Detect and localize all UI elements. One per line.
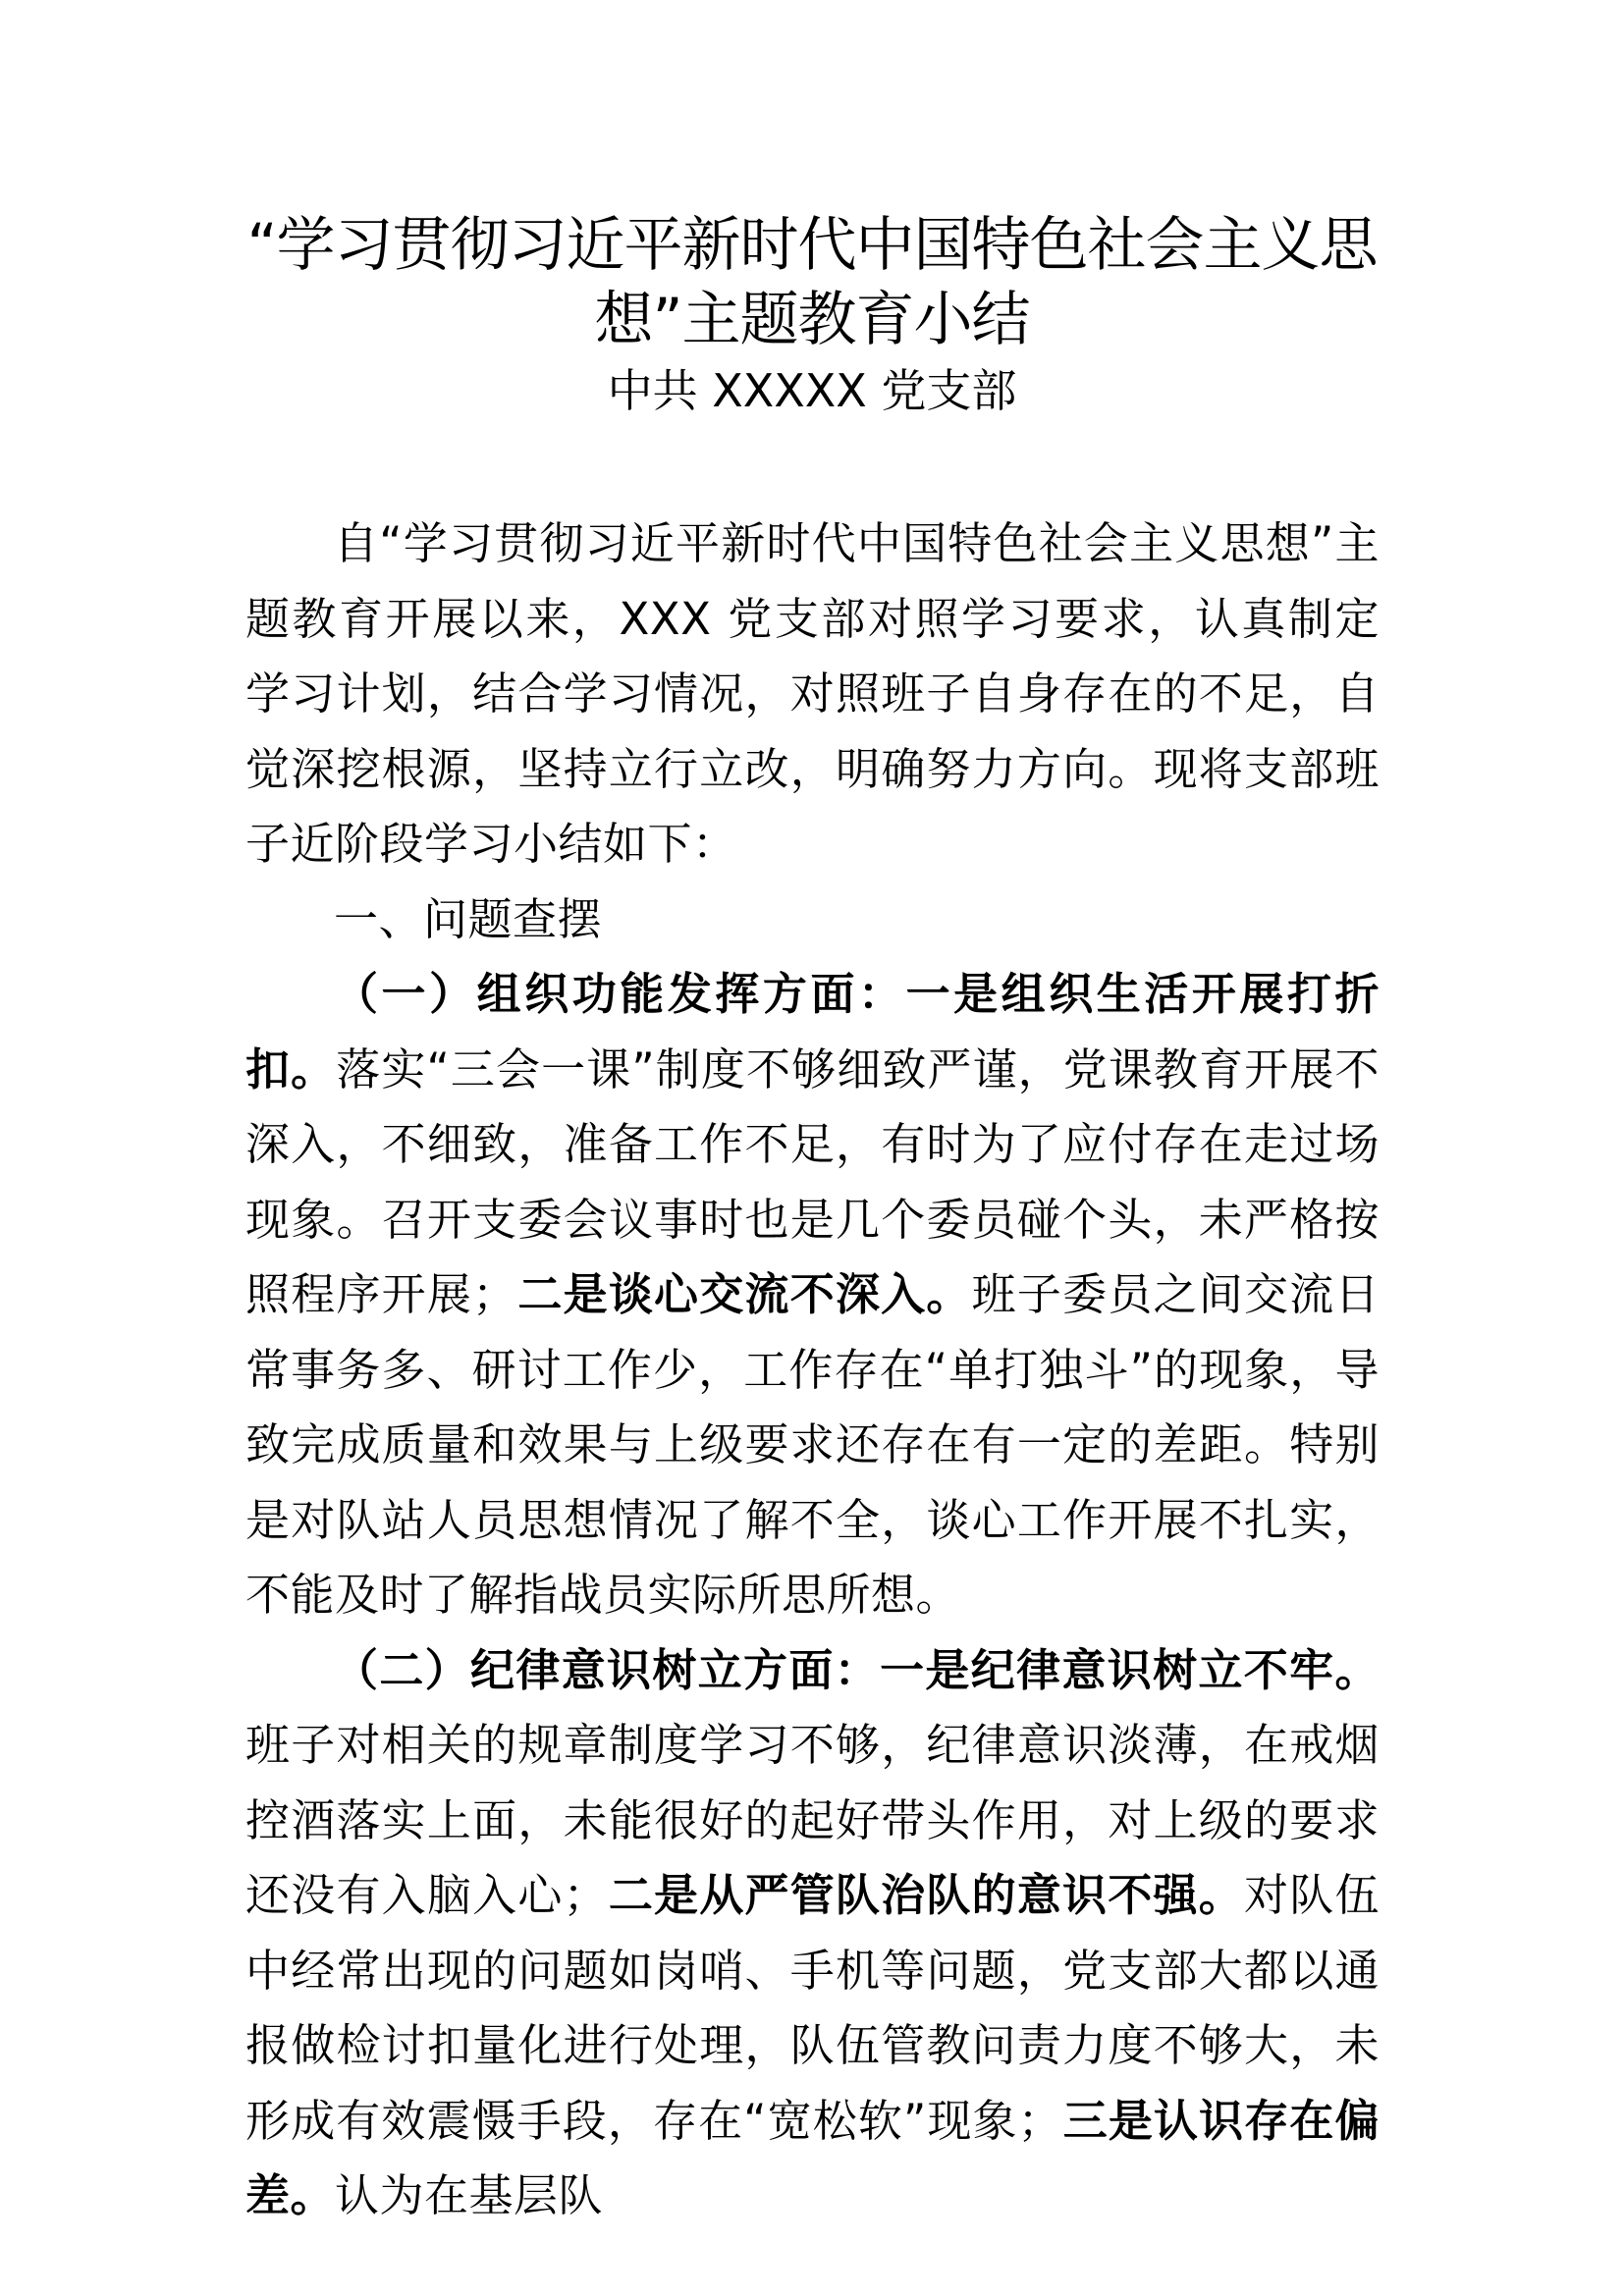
- item-2-bold-2: 二是从严管队治队的意识不强。: [608, 1869, 1245, 1921]
- title-line-1: “学习贯彻习近平新时代中国特色社会主义思: [246, 211, 1378, 280]
- organization-name: 中共 XXXXX 党支部: [607, 364, 1017, 417]
- item-2-text-1: 班子对相关的规章制度学习不够，纪律意识淡薄，在戒烟控酒落实上面，未能很好的起好带头作用，对上级的要求还没有入脑入心；: [245, 1719, 1380, 1921]
- item-1-text-2: 班子委员之间交流日常事务多、研讨工作少，工作存在“单打独斗”的现象，导致完成质量和效果与上级要求还存在有一定的差距。特别是对队站人员思想情况了解不全，谈心工作开展不扎实，不能及时了解指战员实际所思所想。: [245, 1268, 1380, 1621]
- document-title: [196, 208, 1428, 357]
- intro-paragraph: 自“学习贯彻习近平新时代中国特色社会主义思想”主题教育开展以来，XXX 党支部对照学习要求，认真制定学习计划，结合学习情况，对照班子自身存在的不足，自觉深挖根源，坚持立行立改，明确努力方向。现将支部班子近阶段学习小结如下：: [245, 517, 1380, 870]
- section-heading: 一、问题查摆: [334, 892, 603, 945]
- item-2-bold-3: 三是认识存在偏差。: [245, 2094, 1380, 2221]
- item-1-lead: （一）组织功能发挥方面：一是组织生活开展打折扣。: [245, 968, 1380, 1095]
- item-2-text-2: 对队伍中经常出现的问题如岗哨、手机等问题，党支部大都以通报做检讨扣量化进行处理，队伍管教问责力度不够大，未形成有效震慑手段，存在“宽松软”现象；: [245, 1869, 1380, 2147]
- item-1-paragraph: [245, 957, 1380, 1633]
- item-1-text-1: 落实“三会一课”制度不够细致严谨，党课教育开展不深入，不细致，准备工作不足，有时为了应付存在走过场现象。召开支委会议事时也是几个委员碰个头，未严格按照程序开展；: [245, 1042, 1380, 1320]
- item-1-bold-2: 二是谈心交流不深入。: [516, 1268, 972, 1320]
- document-body: [245, 507, 1380, 2234]
- item-2-text-3: 认为在基层队: [335, 2169, 604, 2221]
- item-2-lead: （二）纪律意识树立方面：一是纪律意识树立不牢。: [334, 1643, 1380, 1696]
- title-line-2: 想”主题教育小结: [594, 286, 1030, 354]
- item-2-paragraph: [245, 1633, 1380, 2234]
